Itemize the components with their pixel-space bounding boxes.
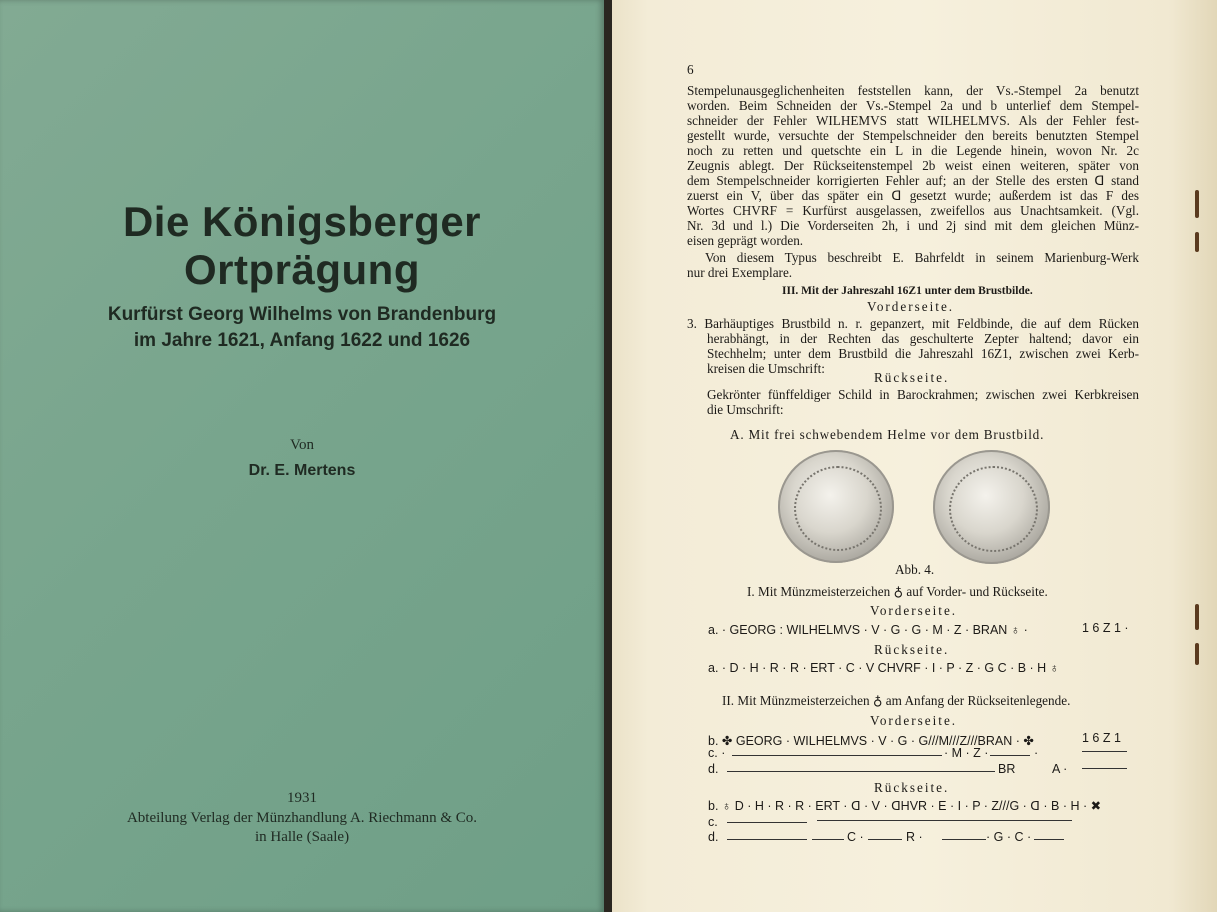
ditto-rule	[732, 755, 942, 756]
legend-vs-2d-a: A ·	[1052, 762, 1068, 776]
book-cover	[0, 0, 604, 912]
legend-vs-2c-label: c. ·	[708, 746, 726, 760]
subsection-I: I. Mit Münzmeisterzeichen ♁ auf Vorder- und Rückseite.	[747, 584, 1048, 599]
staple-mark	[1195, 232, 1199, 252]
cover-publisher-line2: in Halle (Saale)	[254, 829, 350, 845]
vorderseite-label: Vorderseite.	[867, 299, 955, 314]
text-line: Stechhelm; unter dem Brustbild die Jahreszahl 16Z1, zwischen zwei Kerb-	[707, 346, 1139, 361]
text-line: Wortes CHVRF = Kurfürst ausgelassen, zweifellos aus Unachtsamkeit. (Vgl.	[687, 203, 1139, 218]
text-line: 3. Barhäuptiges Brustbild n. r. gepanzert, mit Feldbinde, die auf dem Rücken	[687, 316, 1139, 331]
ditto-rule	[1082, 768, 1127, 769]
subsection-a: A. Mit frei schwebendem Helme vor dem Brustbild.	[730, 427, 1045, 442]
rueckseite-label: Rückseite.	[874, 642, 950, 657]
book-page	[612, 0, 1217, 912]
cover-von: Von	[290, 437, 314, 453]
vorderseite-label: Vorderseite.	[870, 713, 958, 728]
rueckseite-label: Rückseite.	[874, 370, 950, 385]
text-line: noch zu retten und quetschte ein L in die Legende hinein, wovon Nr. 2c	[687, 143, 1139, 158]
ditto-rule	[812, 839, 844, 840]
cover-subtitle-line2: im Jahre 1621, Anfang 1622 und 1626	[133, 330, 471, 351]
cover-subtitle-line1: Kurfürst Georg Wilhelms von Brandenburg	[107, 304, 497, 325]
legend-vs-1a: a. · GEORG : WILHELMVS · V · G · G · M · Z · BRAN ♁ ·	[708, 623, 1028, 637]
legend-rs-2c-label: c.	[708, 815, 718, 829]
text-line: Stempelunausgeglichenheiten feststellen kann, der Vs.-Stempel 2a benutzt	[687, 83, 1139, 98]
legend-rs-1a: a. · D · H · R · R · ERT · C · V CHVRF · I · P · Z · G C · B · H ♁	[708, 661, 1060, 675]
legend-vs-2b-year: 1 6 Z 1	[1082, 731, 1121, 745]
text-line: worden. Beim Schneiden der Vs.-Stempel 2a und b unterlief dem Stempel-	[687, 98, 1139, 113]
ditto-rule	[727, 839, 807, 840]
ditto-rule	[727, 771, 995, 772]
ditto-rule	[868, 839, 902, 840]
book-gutter	[604, 0, 612, 912]
text-line: Gekrönter fünffeldiger Schild in Barockrahmen; zwischen zwei Kerbkreisen	[707, 387, 1139, 402]
text-line: zuerst ein V, über das später ein ᗡ gesetzt wurde; außerdem ist das F des	[687, 188, 1139, 203]
legend-rs-2d-gc: · G · C ·	[986, 830, 1032, 844]
cover-publisher-line1: Abteilung Verlag der Münzhandlung A. Riechmann & Co.	[126, 810, 478, 826]
legend-vs-2c-mid: · M · Z ·	[944, 746, 989, 760]
text-line: Nr. 3d und l.) Die Vorderseiten 2h, i und 2j sind mit dem gleichen Münz-	[687, 218, 1139, 233]
legend-rs-2d-label: d.	[708, 830, 719, 844]
ditto-rule	[727, 822, 807, 823]
ditto-rule	[1082, 751, 1127, 752]
text-line: kreisen die Umschrift:	[707, 361, 825, 376]
vorderseite-label: Vorderseite.	[870, 603, 958, 618]
coin-reverse-image	[933, 450, 1050, 564]
staple-mark	[1195, 604, 1199, 630]
text-line: dem Stempelschneider korrigierten Fehler auf; an der Stelle des ersten ᗡ stand	[687, 173, 1139, 188]
text-line: nur drei Exemplare.	[687, 265, 793, 280]
ditto-rule	[990, 755, 1030, 756]
text-line: Von diesem Typus beschreibt E. Bahrfeldt in seinem Marienburg-Werk	[705, 250, 1139, 265]
section-heading: III. Mit der Jahreszahl 16Z1 unter dem Brustbilde.	[782, 285, 1033, 297]
cover-year: 1931	[287, 790, 317, 806]
subsection-II: II. Mit Münzmeisterzeichen ♁ am Anfang der Rückseitenlegende.	[722, 693, 1071, 708]
legend-rs-2d-c: C ·	[847, 830, 864, 844]
text-line: eisen geprägt worden.	[687, 233, 804, 248]
page-number: 6	[687, 62, 694, 77]
staple-mark	[1195, 190, 1199, 218]
text-line: Zeugnis ablegt. Der Rückseitenstempel 2b weist einen weiteren, später von	[687, 158, 1139, 173]
text-line: gestellt wurde, versuchte der Stempelschneider den bereits benutzten Stempel	[687, 128, 1139, 143]
cover-title-line1: Die Königsberger	[122, 198, 482, 245]
legend-vs-2d-br: BR	[998, 762, 1016, 776]
ditto-rule	[1034, 839, 1064, 840]
legend-vs-2b: b. ✤ GEORG · WILHELMVS · V · G · G///M///Z///BRAN · ✤	[708, 734, 1034, 748]
ditto-rule	[817, 820, 1072, 821]
legend-rs-2b: b. ♁ D · H · R · R · ERT · ᗡ · V · ᗡHVR · E · I · P · Z///G · ᗡ · B · H · ✖	[708, 799, 1102, 813]
text-line: schneider der Fehler WILHEMVS statt WILHELMVS. Als der Fehler fest-	[687, 113, 1139, 128]
coin-obverse-image	[778, 450, 894, 563]
staple-mark	[1195, 643, 1199, 665]
legend-rs-2d-r: R ·	[906, 830, 923, 844]
figure-caption: Abb. 4.	[895, 562, 935, 577]
cover-title-line2: Ortprägung	[184, 246, 420, 293]
rueckseite-label: Rückseite.	[874, 780, 950, 795]
legend-vs-1a-year: 1 6 Z 1 ·	[1082, 621, 1129, 635]
legend-vs-2d-label: d.	[708, 762, 719, 776]
cover-author: Dr. E. Mertens	[248, 462, 356, 479]
legend-vs-2c-end: ·	[1034, 746, 1039, 760]
text-line: herabhängt, in der Rechten das geschulterte Zepter haltend; davor ein	[707, 331, 1139, 346]
text-line: die Umschrift:	[707, 402, 784, 417]
ditto-rule	[942, 839, 986, 840]
